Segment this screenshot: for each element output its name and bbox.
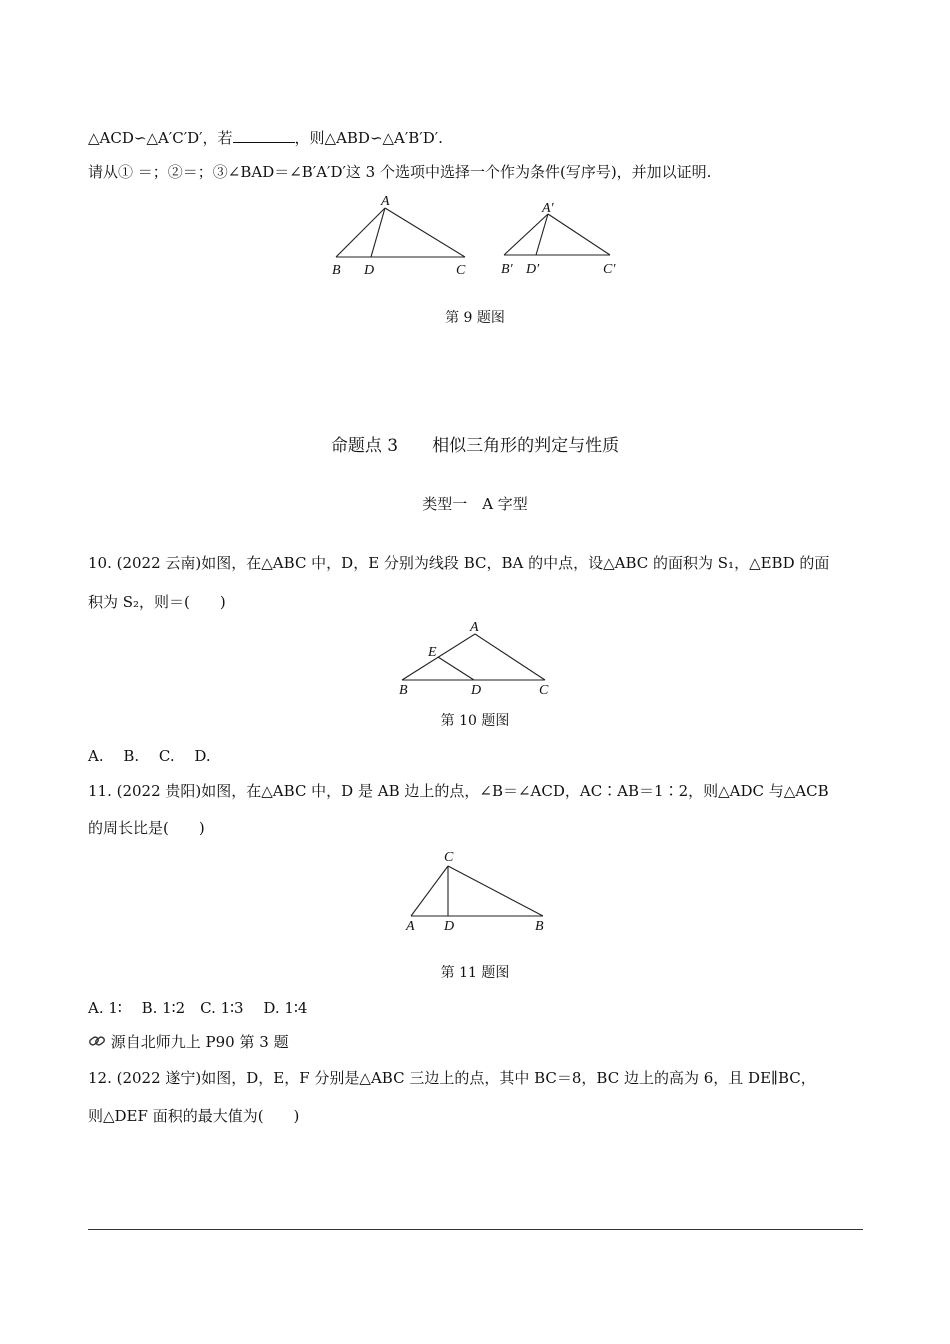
fig9-label-b-prime: B′ — [501, 262, 513, 277]
q11-line1: 11. (2022 贵阳)如图，在△ABC 中，D 是 AB 边上的点，∠B＝∠ACD，AC∶AB＝1∶2，则△ADC 与△ACB — [88, 782, 829, 800]
q12-line2: 则△DEF 面积的最大值为( ) — [88, 1107, 300, 1125]
fig9-right-edge-ac — [548, 214, 610, 255]
q9-intro-post: ，则△ABD∽△A′B′D′. — [294, 129, 443, 147]
fig11-edge-ac — [411, 866, 448, 916]
fig9-label-a: A — [381, 194, 390, 209]
fig9-label-c-prime: C′ — [603, 262, 616, 277]
figure-10 — [390, 616, 560, 700]
q9-options-line: 请从① ＝；②＝；③∠BAD＝∠B′A′D′这 3 个选项中选择一个作为条件(写序号)，并加以证明. — [88, 163, 712, 181]
fig9-right-edge-ab — [504, 214, 548, 255]
fig11-label-a: A — [406, 919, 415, 934]
q12-line1: 12. (2022 遂宁)如图，D，E，F 分别是△ABC 三边上的点，其中 BC＝8，BC 边上的高为 6，且 DE∥BC， — [88, 1069, 816, 1087]
fig9-label-a-prime: A′ — [542, 201, 554, 216]
footer-divider — [88, 1229, 863, 1230]
fig9-label-d-prime: D′ — [526, 262, 540, 277]
figure-10-caption: 第 10 题图 — [440, 713, 510, 729]
fig10-label-e: E — [428, 645, 437, 660]
fig10-label-a: A — [470, 620, 479, 635]
fig9-label-b: B — [332, 263, 341, 278]
fig10-label-b: B — [399, 683, 408, 698]
fig11-label-b: B — [535, 919, 544, 934]
section-title: 命题点 3 相似三角形的判定与性质 — [330, 436, 620, 456]
fig9-label-c: C — [456, 263, 466, 278]
answer-blank — [233, 128, 295, 143]
figure-9-caption: 第 9 题图 — [445, 310, 505, 326]
q9-intro-pre: △ACD∽△A′C′D′，若 — [88, 129, 233, 147]
link-icon — [88, 1033, 106, 1049]
q10-options: A. B. C. D. — [88, 747, 211, 765]
q11-options: A. 1∶ B. 1∶2 C. 1∶3 D. 1∶4 — [88, 999, 308, 1017]
fig10-edge-ed — [438, 657, 474, 680]
figure-11-caption: 第 11 题图 — [440, 965, 510, 981]
fig11-label-d: D — [444, 919, 455, 934]
q9-intro-line — [88, 128, 443, 148]
figure-11 — [400, 846, 560, 936]
fig11-label-c: C — [444, 850, 454, 865]
source-note — [88, 1032, 289, 1052]
q10-line1: 10. (2022 云南)如图，在△ABC 中，D，E 分别为线段 BC，BA 的中点，设△ABC 的面积为 S₁，△EBD 的面 — [88, 554, 830, 572]
fig10-label-d: D — [471, 683, 482, 698]
figure-9 — [320, 190, 630, 282]
fig9-label-d: D — [364, 263, 375, 278]
fig11-edge-cb — [448, 866, 543, 916]
type-title: 类型一 A 字型 — [422, 495, 528, 513]
q11-line2: 的周长比是( ) — [88, 819, 205, 837]
source-note-text: 源自北师九上 P90 第 3 题 — [110, 1033, 289, 1051]
fig9-left-edge-ac — [385, 208, 465, 257]
q10-line2: 积为 S₂，则＝( ) — [88, 593, 226, 611]
fig10-edge-ac — [475, 634, 545, 680]
fig10-label-c: C — [539, 683, 549, 698]
